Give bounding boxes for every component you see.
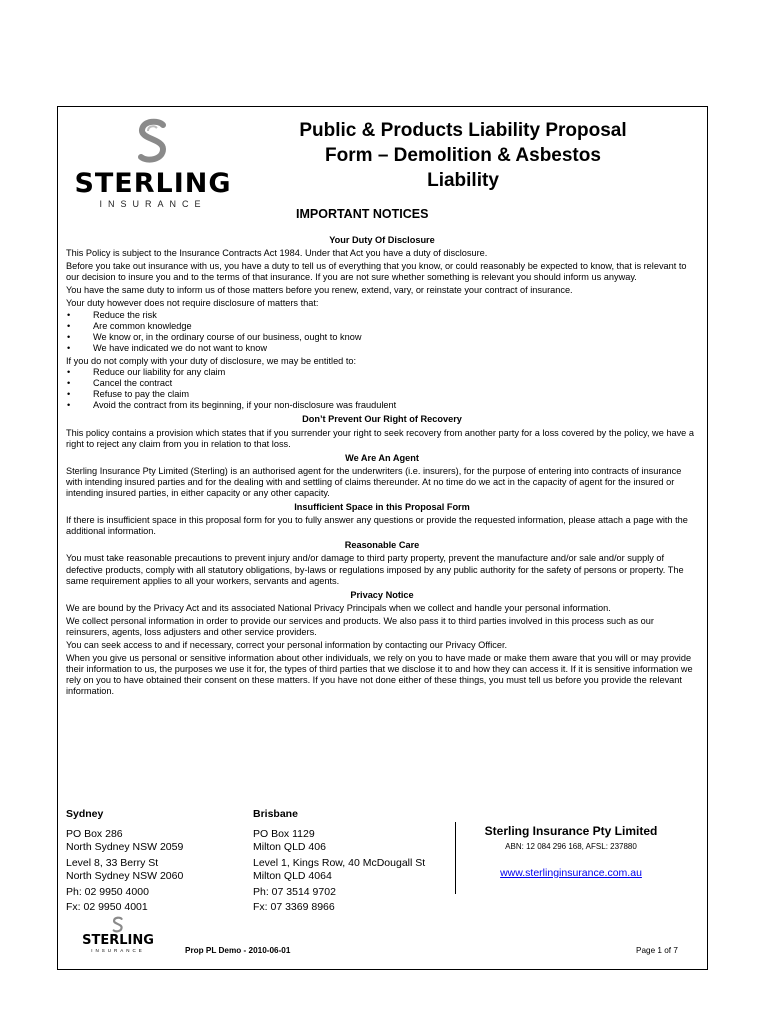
list-item: • Reduce our liability for any claim: [66, 367, 698, 378]
sterling-s-logo-icon: [135, 117, 171, 167]
list-item: • We have indicated we do not want to know: [66, 343, 698, 354]
office-line: North Sydney NSW 2059: [66, 841, 184, 853]
office-line: PO Box 1129: [253, 827, 315, 840]
paragraph: This Policy is subject to the Insurance Contracts Act 1984. Under that Act you have a duty of disclosure.: [66, 248, 488, 259]
contact-block: [66, 808, 686, 912]
office-line: PO Box 286: [66, 827, 123, 840]
footer-logo-wordmark: STERLING: [82, 933, 154, 948]
office-city: Brisbane: [253, 808, 298, 820]
paragraph: Sterling Insurance Pty Limited (Sterling) is an authorised agent for the underwriters (i.e. insurers), for the purpose of entering into contracts of insurance with intending insured parties and for the dealing with and settling of claims thereunder. At no time do we act in the capacity of agent for the insured or intending insured parties, in either capacity or any other capacity.: [66, 465, 682, 498]
office-fax: Fx: 07 3369 8966: [253, 901, 335, 913]
office-line: North Sydney NSW 2060: [66, 870, 184, 882]
list-item: • Avoid the contract from its beginning, if your non-disclosure was fraudulent: [66, 400, 698, 411]
logo-wordmark: STERLING: [74, 168, 232, 199]
office-city: Sydney: [66, 808, 104, 820]
office-phone: Ph: 07 3514 9702: [253, 885, 336, 898]
page-number: Page 1 of 7: [636, 946, 678, 955]
company-name: Sterling Insurance Pty Limited: [484, 824, 658, 838]
list-item: • Reduce the risk: [66, 310, 698, 321]
paragraph: When you give us personal or sensitive information about other individuals, we rely on you to have made or make them aware that you will or may provide their information to us, the purposes we use it for, the types of third parties that we disclose it to and how they can access it. If it is sensitive information we rely on you to have obtained their consent on these matters. If you have not done either of these things, you must tell us before you provide the relevant information.: [66, 653, 693, 697]
paragraph: If you do not comply with your duty of disclosure, we may be entitled to:: [66, 355, 357, 366]
list-item: • Are common knowledge: [66, 321, 698, 332]
office-line: Milton QLD 406: [253, 841, 326, 853]
list-item: • Cancel the contract: [66, 378, 698, 389]
title-line: Form – Demolition & Asbestos: [325, 145, 601, 166]
paragraph: Your duty however does not require disclosure of matters that:: [66, 298, 319, 309]
list-item: • Refuse to pay the claim: [66, 389, 698, 400]
notices-body: [66, 232, 698, 700]
sterling-s-logo-icon: [111, 916, 125, 934]
office-line: Milton QLD 4064: [253, 870, 332, 882]
office-phone: Ph: 02 9950 4000: [66, 885, 149, 898]
section-heading-agent: We Are An Agent: [345, 452, 419, 463]
paragraph: You must take reasonable precautions to prevent injury and/or damage to third party property, prevent the manufacture and/or sale and/or supply of defective products, comply with all statutory obligations, by-laws or regulations imposed by any public authority for the safety of persons or property. The same requirement applies to all your workers, servants and agents.: [66, 553, 684, 586]
paragraph: This policy contains a provision which states that if you surrender your right to seek recovery from another party for a loss covered by the policy, we have a right to reject any claim from you in relation to that loss.: [66, 427, 694, 449]
office-sydney: [66, 808, 183, 915]
page-title: [270, 118, 656, 193]
section-heading-care: Reasonable Care: [344, 540, 420, 551]
footer-logo-tagline: INSURANCE: [91, 948, 145, 953]
section-heading-privacy: Privacy Notice: [350, 589, 414, 600]
section-heading-space: Insufficient Space in this Proposal Form: [294, 502, 470, 513]
office-brisbane: [253, 808, 425, 915]
bullet-list-remedies: [66, 367, 698, 411]
website-link[interactable]: www.sterlinginsurance.com.au: [500, 867, 642, 879]
notices-heading: IMPORTANT NOTICES: [296, 207, 429, 221]
logo-tagline: INSURANCE: [99, 199, 207, 209]
company-info: [466, 824, 676, 880]
footer-logo: [80, 916, 156, 954]
office-line: Level 8, 33 Berry St: [66, 856, 159, 869]
title-line: Public & Products Liability Proposal: [299, 120, 627, 141]
office-line: Level 1, Kings Row, 40 McDougall St: [253, 856, 426, 869]
sterling-logo: [68, 117, 238, 209]
section-heading-duty: Your Duty Of Disclosure: [329, 235, 435, 245]
company-abn: ABN: 12 084 296 168, AFSL: 237880: [505, 842, 637, 851]
office-fax: Fx: 02 9950 4001: [66, 901, 148, 913]
section-heading-recovery: Don’t Prevent Our Right of Recovery: [302, 414, 462, 425]
document-reference: Prop PL Demo - 2010-06-01: [185, 946, 291, 955]
bullet-list-exclusions: [66, 310, 698, 354]
paragraph: You have the same duty to inform us of those matters before you renew, extend, vary, or reinstate your contract of insurance.: [66, 285, 573, 296]
title-line: Liability: [427, 170, 499, 191]
paragraph: We are bound by the Privacy Act and its associated National Privacy Principals when we collect and handle your personal information.: [66, 602, 611, 613]
paragraph: You can seek access to and if necessary, correct your personal information by contacting our Privacy Officer.: [66, 640, 508, 651]
divider: [455, 822, 456, 894]
paragraph: If there is insufficient space in this proposal form for you to fully answer any questions or provide the requested information, please attach a page with the additional information.: [66, 515, 688, 537]
paragraph: Before you take out insurance with us, you have a duty to tell us of everything that you know, or could reasonably be expected to know, that is relevant to our decision to insure you and to the terms of that insurance. If you are not sure whether something is relevant you should inform us anyway.: [66, 261, 687, 283]
list-item: • We know or, in the ordinary course of our business, ought to know: [66, 332, 698, 343]
paragraph: We collect personal information in order to provide our services and products. We also pass it to third parties involved in this process such as our reinsurers, agents, loss adjusters and other service providers.: [66, 615, 654, 637]
